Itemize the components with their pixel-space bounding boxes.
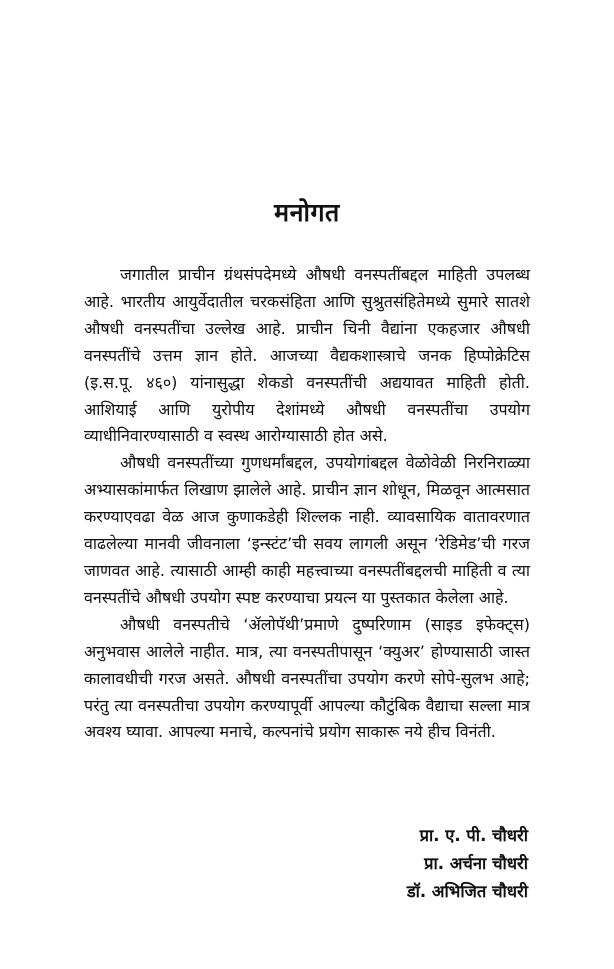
author-signatures bbox=[407, 822, 528, 906]
paragraph-3: औषधी वनस्पतीचे ‘ॲलोपॅथी’प्रमाणे दुष्परिणाम (साइड इफेक्ट्स) अनुभवास आलेले नाहीत. मात्र, त्या वनस्पतीपासून ‘क्युअर’ होण्यासाठी जास्त कालावधीची गरज असते. औषधी वनस्पतींचा उपयोग करणे सोपे-सुलभ आहे; परंतु त्या वनस्पतीचा उपयोग करण्यापूर्वी आपल्या कौटुंबिक वैद्याचा सल्ला मात्र अवश्य घ्यावा. आपल्या मनाचे, कल्पनांचे प्रयोग साकारू नये हीच विनंती. bbox=[84, 614, 530, 742]
paragraph-1: जगातील प्राचीन ग्रंथसंपदेमध्ये औषधी वनस्पतींबद्दल माहिती उपलब्ध आहे. भारतीय आयुर्वेदातील चरकसंहिता आणि सुश्रुतसंहितेमध्ये सुमारे सातशे औषधी वनस्पतींचा उल्लेख आहे. प्राचीन चिनी वैद्यांना एकहजार औषधी वनस्पतींचे उत्तम ज्ञान होते. आजच्या वैद्यकशास्त्राचे जनक हिप्पोक्रेटिस (इ.स.पू. ४६०) यांनासुद्धा शेकडो वनस्पतींची अद्ययावत माहिती होती. आशियाई आणि युरोपीय देशांमध्ये औषधी वनस्पतींचा उपयोग व्याधीनिवारण्यासाठी व स्वस्थ आरोग्यासाठी होत असे. bbox=[84, 265, 530, 446]
page-title: मनोगत bbox=[274, 198, 340, 227]
preface-body bbox=[84, 262, 530, 746]
author-name-1: प्रा. ए. पी. चौधरी bbox=[419, 826, 528, 845]
paragraph-2: औषधी वनस्पतींच्या गुणधर्मांबद्दल, उपयोगांबद्दल वेळोवेळी निरनिराळ्या अभ्यासकांमार्फत लिखाण झालेले आहे. प्राचीन ज्ञान शोधून, मिळवून आत्मसात करण्याएवढा वेळ आज कुणाकडेही शिल्लक नाही. व्यावसायिक वातावरणात वाढलेल्या मानवी जीवनाला ‘इन्स्टंट’ची सवय लागली असून ‘रेडिमेड’ची गरज जाणवत आहे. त्यासाठी आम्ही काही महत्त्वाच्या वनस्पतींबद्दलची माहिती व त्या वनस्पतींचे औषधी उपयोग स्पष्ट करण्याचा प्रयत्न या पुस्तकात केलेला आहे. bbox=[84, 453, 530, 607]
author-name-2: प्रा. अर्चना चौधरी bbox=[424, 854, 528, 873]
author-name-3: डॉ. अभिजित चौधरी bbox=[406, 882, 528, 901]
